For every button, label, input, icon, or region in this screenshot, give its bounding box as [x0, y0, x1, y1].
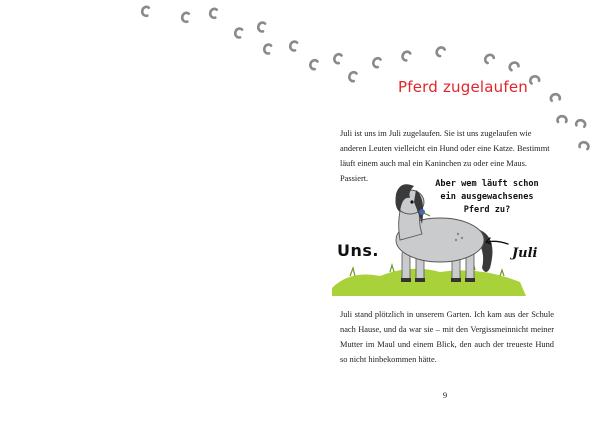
hoofprint-icon	[257, 22, 265, 32]
hoofprint-icon	[234, 28, 242, 38]
hoofprint-icon	[263, 44, 271, 54]
hoofprint-icon	[289, 41, 297, 51]
grass-patch	[332, 269, 526, 296]
hoofprint-icon	[484, 53, 495, 63]
hoofprint-icon	[401, 50, 411, 61]
hoofprint-icon	[333, 53, 342, 63]
hoofprint-icon	[348, 71, 357, 81]
hoofprint-icon	[435, 46, 445, 57]
hoofprint-icon	[579, 141, 589, 149]
chapter-title: Pferd zugelaufen	[398, 78, 528, 96]
body-paragraph: Juli stand plötzlich in unserem Garten. Ich kam aus der Schule nach Hause, und da war sie – mit den Vergissmeinnicht meiner Mutter im Maul und einem Blick, den auch der treueste Hund so nicht hinbekommen hätte.	[340, 310, 554, 364]
page-number: 9	[442, 390, 448, 400]
hoofprint-icon	[508, 61, 519, 71]
hoofprint-icon	[210, 8, 217, 18]
hoofprint-icon	[529, 75, 539, 84]
uns-label: Uns.	[337, 241, 379, 260]
hoofprint-icon	[182, 12, 189, 22]
hoofprint-icon	[558, 116, 567, 122]
hoofprint-icon	[576, 120, 586, 127]
hoofprint-icon	[372, 57, 381, 67]
body-paragraph: Juli ist uns im Juli zugelaufen. Sie ist uns zugelaufen wie anderen Leuten vielleicht ein Hund oder eine Katze. Bestimmt läuft einem auch mal ein Kaninchen zu oder eine Maus. Passiert.	[340, 129, 550, 183]
hoofprint-icon	[550, 94, 560, 101]
juli-label: Juli	[512, 246, 538, 261]
speech-text: Aber wem läuft schon ein ausgewachsenes Pferd zu?	[435, 179, 539, 215]
hoofprint-icon	[142, 6, 149, 16]
hoofprint-icon	[309, 59, 318, 69]
